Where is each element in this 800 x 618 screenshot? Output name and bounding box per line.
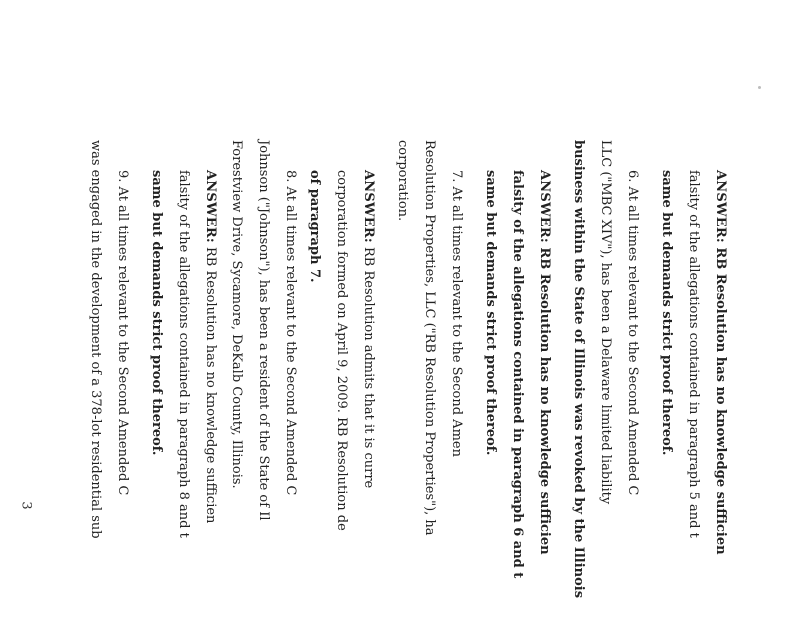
paragraph-7-line-3: corporation. [395, 140, 410, 222]
paragraph-6-line-3: business within the State of Illinois was revoked by the Illinois [571, 140, 586, 599]
answer-8-line-3: same but demands strict proof thereof. [149, 170, 164, 456]
answer-6-line-2: falsity of the allegations contained in paragraph 6 and t [510, 170, 525, 579]
answer-7-line-3: of paragraph 7. [307, 170, 322, 283]
answer-5-line-2: falsity of the allegations contained in paragraph 5 and t [686, 170, 701, 538]
answer-5-line-3: same but demands strict proof thereof. [659, 170, 674, 456]
answer-label: ANSWER: [713, 170, 728, 243]
answer-8-line-1: ANSWER: RB Resolution has no knowledge sufficien [203, 170, 218, 524]
answer-6-line-1: ANSWER: RB Resolution has no knowledge sufficien [537, 170, 552, 555]
answer-label: ANSWER: [537, 170, 552, 243]
paragraph-7-line-2: Resolution Properties, LLC ("RB Resolution Properties"), ha [422, 140, 437, 536]
scan-speck [758, 86, 761, 89]
answer-5-line-1: ANSWER: RB Resolution has no knowledge sufficien [713, 170, 728, 555]
answer-6-line-3: same but demands strict proof thereof. [483, 170, 498, 456]
paragraph-6-line-1: 6. At all times relevant to the Second Amended C [625, 170, 640, 496]
paragraph-9-line-2: was engaged in the development of a 378-lot residential sub [88, 140, 103, 539]
paragraph-8-line-1: 8. At all times relevant to the Second Amended C [283, 170, 298, 496]
answer-7-line-2: corporation formed on April 9, 2009. RB Resolution de [334, 170, 349, 531]
answer-label: ANSWER: [361, 170, 376, 243]
answer-7-line-1: ANSWER: RB Resolution admits that it is curre [361, 170, 376, 489]
paragraph-6-line-2: LLC ("MBC XIV"), has been a Delaware limited liability [598, 140, 613, 505]
page-number: 3 [18, 501, 34, 510]
paragraph-8-line-2: Johnson ("Johnson"), has been a resident of the State of Il [256, 140, 271, 521]
paragraph-9-line-1: 9. At all times relevant to the Second Amended C [115, 170, 130, 496]
answer-label: ANSWER: [203, 170, 218, 243]
paragraph-8-line-3: Forestview Drive, Sycamore, DeKalb County, Illinois. [229, 140, 244, 489]
paragraph-7-line-1: 7. At all times relevant to the Second Amen [449, 170, 464, 457]
answer-8-line-2: falsity of the allegations contained in paragraph 8 and t [176, 170, 191, 538]
